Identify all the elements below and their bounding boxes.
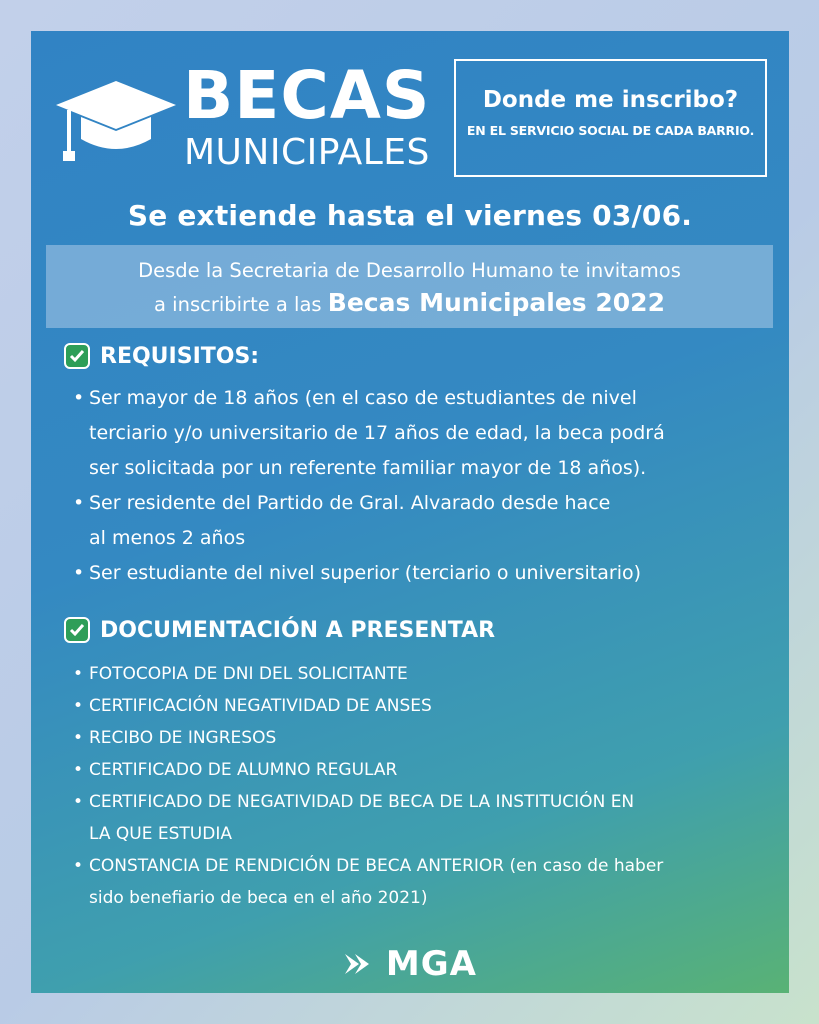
mga-logo-icon	[343, 951, 373, 977]
check-icon	[64, 617, 90, 643]
title-becas: BECAS	[183, 57, 431, 134]
invitation-line-1: Desde la Secretaria de Desarrollo Humano te invitamos	[138, 259, 681, 282]
list-item-continuation: LA QUE ESTUDIA	[89, 824, 232, 844]
requirements-title: REQUISITOS:	[100, 343, 260, 369]
list-item-continuation: al menos 2 años	[89, 527, 246, 549]
mga-logo	[31, 944, 789, 984]
list-item: • Ser estudiante del nivel superior (terciario o universitario)	[71, 556, 665, 591]
invitation-line-2-bold: Becas Municipales 2022	[327, 288, 665, 317]
where-answer: EN EL SERVICIO SOCIAL DE CADA BARRIO.	[466, 123, 755, 138]
where-question: Donde me inscribo?	[482, 87, 739, 113]
requirements-list	[71, 381, 665, 591]
list-item: • CERTIFICACIÓN NEGATIVIDAD DE ANSES	[71, 690, 663, 722]
registration-info-box	[454, 59, 767, 177]
flyer-panel	[31, 31, 789, 993]
list-item-continuation: ser solicitada por un referente familiar mayor de 18 años).	[89, 457, 647, 479]
requirements-heading	[64, 343, 259, 369]
invitation-line-2-prefix: a inscribirte a las	[154, 293, 322, 316]
invitation-banner	[46, 245, 773, 328]
documents-title: DOCUMENTACIÓN A PRESENTAR	[100, 617, 496, 643]
list-item: • Ser mayor de 18 años (en el caso de estudiantes de nivel	[71, 381, 665, 416]
list-item: • CONSTANCIA DE RENDICIÓN DE BECA ANTERIOR (en caso de haber	[71, 850, 663, 882]
list-item: • CERTIFICADO DE NEGATIVIDAD DE BECA DE LA INSTITUCIÓN EN	[71, 786, 663, 818]
mga-logo-text: MGA	[385, 944, 477, 984]
documents-heading	[64, 617, 495, 643]
documents-list	[71, 658, 663, 914]
title-municipales: MUNICIPALES	[184, 132, 430, 173]
deadline-extension: Se extiende hasta el viernes 03/06.	[127, 199, 693, 232]
check-icon	[64, 343, 90, 369]
list-item-continuation: sido benefiario de beca en el año 2021)	[89, 888, 428, 908]
list-item: • FOTOCOPIA DE DNI DEL SOLICITANTE	[71, 658, 663, 690]
list-item: • RECIBO DE INGRESOS	[71, 722, 663, 754]
list-item: • Ser residente del Partido de Gral. Alvarado desde hace	[71, 486, 665, 521]
invitation-line-2	[46, 287, 773, 321]
graduation-cap-icon	[51, 73, 181, 163]
list-item-continuation: terciario y/o universitario de 17 años de edad, la beca podrá	[89, 422, 665, 444]
list-item: • CERTIFICADO DE ALUMNO REGULAR	[71, 754, 663, 786]
